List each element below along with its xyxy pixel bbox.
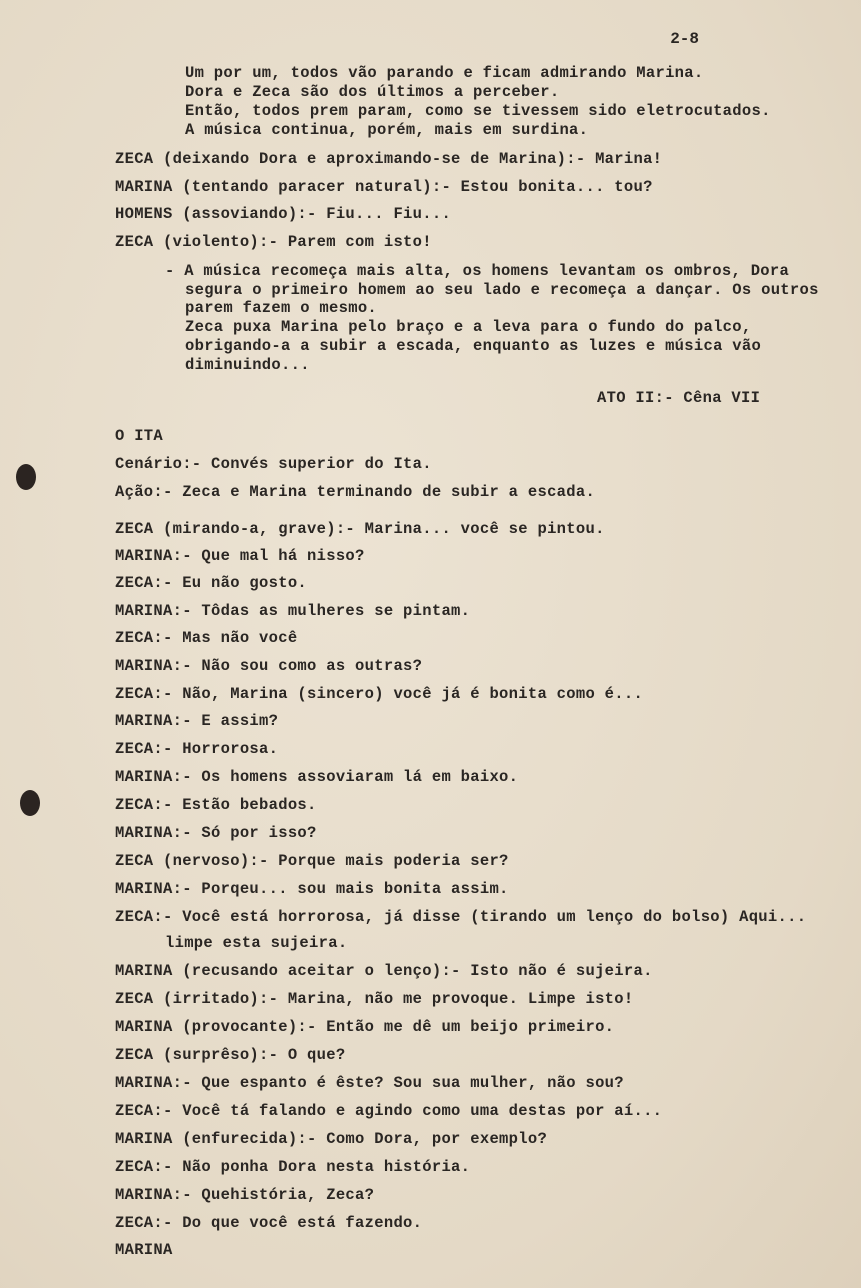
stage-direction-line: obrigando-a a subir a escada, enquanto as luzes e música vão — [185, 337, 762, 355]
stage-direction-line: Dora e Zeca são dos últimos a perceber. — [185, 83, 560, 101]
dialogue-line: ZECA:- Eu não gosto. — [115, 574, 308, 592]
dialogue-continuation: limpe esta sujeira. — [165, 934, 348, 952]
dialogue-line: ZECA:- Você tá falando e agindo como uma destas por aí... — [115, 1102, 663, 1120]
dialogue-line: ZECA (irritado):- Marina, não me provoque. Limpe isto! — [115, 990, 634, 1008]
page-number: 2-8 — [670, 30, 699, 48]
action-line: Ação:- Zeca e Marina terminando de subir a escada. — [115, 483, 596, 501]
stage-direction-line: Então, todos prem param, como se tivessem sido eletrocutados. — [185, 102, 771, 120]
stage-direction-line: diminuindo... — [185, 356, 310, 374]
punch-hole-top — [16, 464, 36, 490]
stage-direction-line: A música continua, porém, mais em surdina. — [185, 121, 589, 139]
dialogue-line: ZECA:- Do que você está fazendo. — [115, 1214, 423, 1232]
dialogue-line: MARINA:- Os homens assoviaram lá em baixo. — [115, 768, 519, 786]
stage-direction-line: segura o primeiro homem ao seu lado e recomeça a dançar. Os outros — [185, 281, 819, 299]
dialogue-line: ZECA:- Não ponha Dora nesta história. — [115, 1158, 471, 1176]
dialogue-line: MARINA:- E assim? — [115, 712, 279, 730]
dialogue-line: MARINA:- Que mal há nisso? — [115, 547, 365, 565]
dialogue-line: MARINA (recusando aceitar o lenço):- Isto não é sujeira. — [115, 962, 653, 980]
dialogue-line: MARINA:- Que espanto é êste? Sou sua mulher, não sou? — [115, 1074, 624, 1092]
section-heading: O ITA — [115, 427, 164, 445]
dialogue-line: ZECA:- Mas não você — [115, 629, 298, 647]
dialogue-line: MARINA (enfurecida):- Como Dora, por exemplo? — [115, 1130, 548, 1148]
stage-direction-line: Zeca puxa Marina pelo braço e a leva para o fundo do palco, — [185, 318, 752, 336]
dialogue-line: ZECA (surprêso):- O que? — [115, 1046, 346, 1064]
dialogue-line: MARINA:- Porqeu... sou mais bonita assim. — [115, 880, 509, 898]
dialogue-line: ZECA (nervoso):- Porque mais poderia ser? — [115, 852, 509, 870]
dialogue-line: ZECA:- Você está horrorosa, já disse (tirando um lenço do bolso) Aqui... — [115, 908, 807, 926]
act-scene-heading: ATO II:- Cêna VII — [597, 389, 761, 407]
dialogue-line: ZECA:- Horrorosa. — [115, 740, 279, 758]
dialogue-line: ZECA:- Estão bebados. — [115, 796, 317, 814]
dialogue-line: ZECA (violento):- Parem com isto! — [115, 233, 432, 251]
dialogue-line: HOMENS (assoviando):- Fiu... Fiu... — [115, 205, 452, 223]
punch-hole-bottom — [20, 790, 40, 816]
dialogue-line: MARINA:- Não sou como as outras? — [115, 657, 423, 675]
dialogue-line: MARINA — [115, 1241, 173, 1259]
dialogue-line: MARINA:- Só por isso? — [115, 824, 317, 842]
stage-direction-line: - A música recomeça mais alta, os homens levantam os ombros, Dora — [165, 262, 790, 280]
setting-line: Cenário:- Convés superior do Ita. — [115, 455, 432, 473]
dialogue-line: MARINA (tentando paracer natural):- Estou bonita... tou? — [115, 178, 653, 196]
dialogue-line: MARINA:- Tôdas as mulheres se pintam. — [115, 602, 471, 620]
dialogue-line: ZECA:- Não, Marina (sincero) você já é bonita como é... — [115, 685, 644, 703]
dialogue-line: ZECA (deixando Dora e aproximando-se de Marina):- Marina! — [115, 150, 663, 168]
dialogue-line: MARINA (provocante):- Então me dê um beijo primeiro. — [115, 1018, 615, 1036]
dialogue-line: MARINA:- Quehistória, Zeca? — [115, 1186, 375, 1204]
dialogue-line: ZECA (mirando-a, grave):- Marina... você se pintou. — [115, 520, 605, 538]
stage-direction-line: Um por um, todos vão parando e ficam admirando Marina. — [185, 64, 704, 82]
stage-direction-line: parem fazem o mesmo. — [185, 299, 378, 317]
